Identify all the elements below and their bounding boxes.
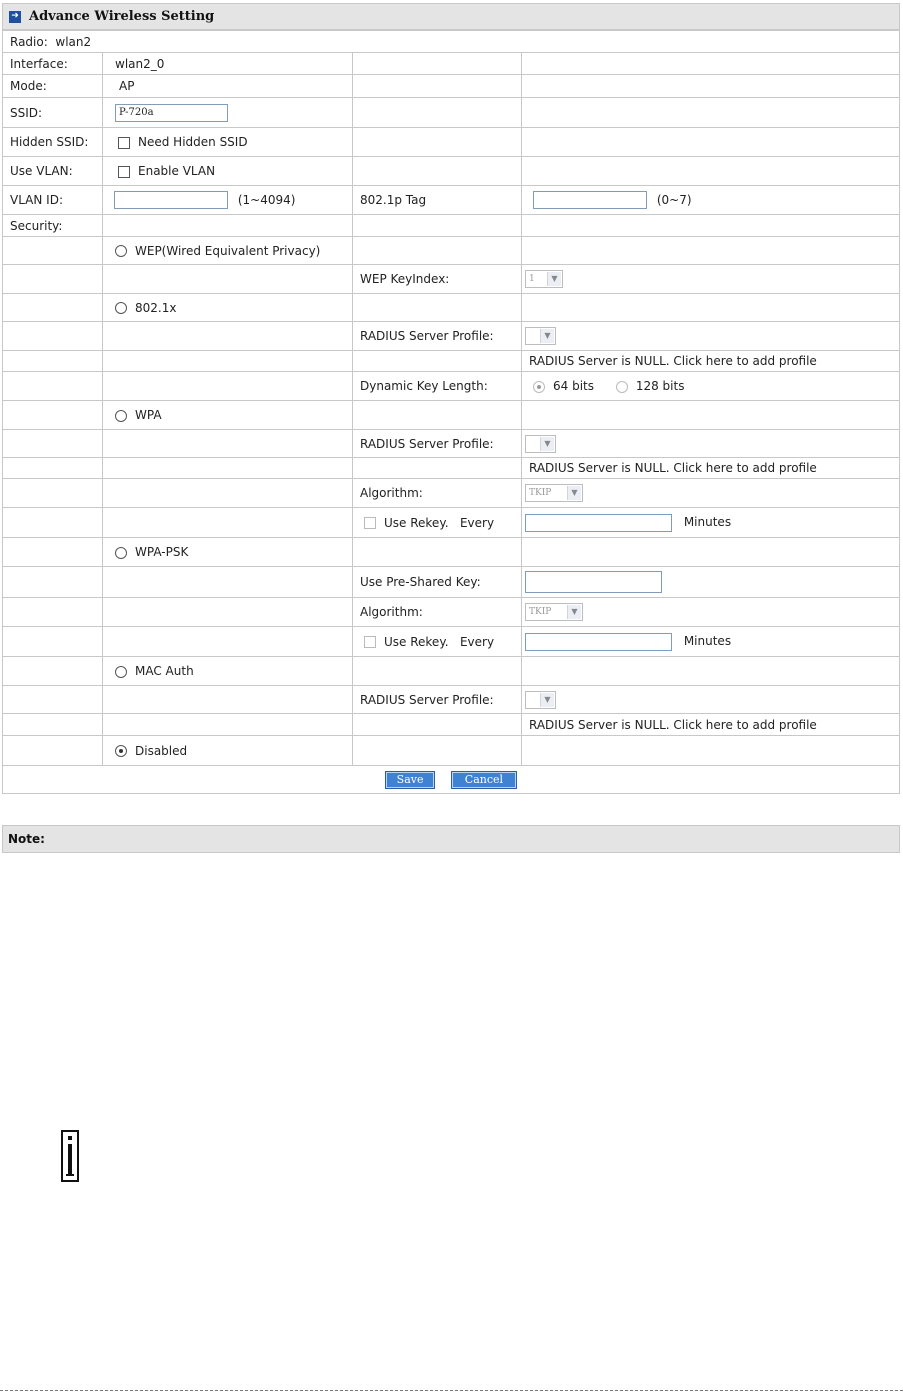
page-title: Advance Wireless Setting	[29, 9, 215, 24]
wpapsk-radio[interactable]	[115, 547, 127, 559]
vlan-id-range: (1~4094)	[237, 192, 296, 207]
row-wpa-algorithm	[3, 479, 900, 508]
row-wpa	[3, 401, 900, 430]
row-radio	[3, 31, 900, 53]
row-wpapsk-algorithm	[3, 598, 900, 627]
row-disabled	[3, 736, 900, 766]
mode-value: AP	[103, 75, 353, 98]
wpapsk-algorithm-label: Algorithm:	[353, 598, 522, 627]
wpa-radius-select[interactable]	[525, 435, 556, 453]
row-interface	[3, 53, 900, 75]
wpa-rekey-label: Use Rekey. Every	[384, 515, 495, 530]
dot1x-label: 802.1x	[135, 300, 177, 315]
wpa-radio[interactable]	[115, 410, 127, 422]
row-wpa-radius-null	[3, 458, 900, 479]
enable-vlan-checkbox[interactable]	[118, 166, 130, 178]
vlan-id-label: VLAN ID:	[3, 186, 103, 215]
vlan-id-input[interactable]	[114, 191, 228, 209]
row-buttons	[3, 766, 900, 794]
wpa-algorithm-select[interactable]: TKIP ▼	[525, 484, 583, 502]
wpapsk-minutes-label: Minutes	[683, 634, 732, 648]
psk-input[interactable]	[525, 571, 662, 593]
wep-label: WEP(Wired Equivalent Privacy)	[135, 243, 321, 258]
info-icon	[61, 1130, 79, 1182]
row-8021x-radius	[3, 322, 900, 351]
chevron-down-icon: ▼	[540, 437, 554, 451]
row-8021x	[3, 294, 900, 322]
macauth-radius-label: RADIUS Server Profile:	[353, 686, 522, 714]
dot1p-tag-label: 802.1p Tag	[353, 186, 522, 215]
row-macauth-radius-null	[3, 714, 900, 736]
hidden-ssid-label: Hidden SSID:	[3, 128, 103, 157]
wpa-rekey-input[interactable]	[525, 514, 672, 532]
row-mode	[3, 75, 900, 98]
key-128-label: 128 bits	[635, 379, 685, 393]
wpa-label: WPA	[135, 408, 162, 422]
row-wpapsk-key	[3, 567, 900, 598]
interface-value: wlan2_0	[103, 53, 353, 75]
row-use-vlan	[3, 157, 900, 186]
dynamic-key-label: Dynamic Key Length:	[353, 372, 522, 401]
wpapsk-label: WPA-PSK	[135, 545, 189, 559]
panel-header	[2, 3, 900, 30]
wpapsk-rekey-checkbox[interactable]	[364, 636, 376, 648]
enable-vlan-option: Enable VLAN	[138, 164, 216, 178]
row-macauth-radius	[3, 686, 900, 714]
wpa-algorithm-label: Algorithm:	[353, 479, 522, 508]
wpapsk-algorithm-select[interactable]: TKIP ▼	[525, 603, 583, 621]
disabled-radio[interactable]	[115, 745, 127, 757]
security-label: Security:	[3, 215, 103, 237]
row-wpa-rekey	[3, 508, 900, 538]
row-wpa-radius	[3, 430, 900, 458]
ssid-label: SSID:	[3, 98, 103, 128]
row-wpapsk-rekey	[3, 627, 900, 657]
row-security	[3, 215, 900, 237]
chevron-down-icon: ▼	[547, 272, 561, 286]
hidden-ssid-option: Need Hidden SSID	[138, 135, 248, 149]
macauth-radius-select[interactable]	[525, 691, 556, 709]
dot1x-radius-null-link[interactable]: RADIUS Server is NULL. Click here to add profile	[522, 351, 900, 372]
dot1x-radius-label: RADIUS Server Profile:	[353, 322, 522, 351]
key-64-label: 64 bits	[553, 379, 594, 393]
dot1x-radio[interactable]	[115, 302, 127, 314]
wpapsk-rekey-input[interactable]	[525, 633, 672, 651]
arrow-right-icon: ➜	[9, 11, 21, 23]
row-macauth	[3, 657, 900, 686]
settings-table	[2, 30, 900, 794]
save-button[interactable]: Save	[385, 771, 435, 789]
row-wpapsk	[3, 538, 900, 567]
macauth-label: MAC Auth	[135, 664, 194, 678]
cancel-button[interactable]: Cancel	[451, 771, 517, 789]
row-8021x-dynkey	[3, 372, 900, 401]
wpapsk-rekey-label: Use Rekey. Every	[384, 634, 495, 649]
macauth-radius-null-link[interactable]: RADIUS Server is NULL. Click here to add profile	[522, 714, 900, 736]
mode-label: Mode:	[3, 75, 103, 98]
dot1p-tag-input[interactable]	[533, 191, 647, 209]
use-vlan-label: Use VLAN:	[3, 157, 103, 186]
wpa-minutes-label: Minutes	[683, 515, 732, 529]
wpa-radius-label: RADIUS Server Profile:	[353, 430, 522, 458]
wpa-rekey-checkbox[interactable]	[364, 517, 376, 529]
dot1p-tag-range: (0~7)	[656, 192, 692, 207]
advance-wireless-panel	[2, 3, 900, 794]
disabled-label: Disabled	[135, 743, 188, 758]
note-header: Note:	[2, 825, 900, 853]
dot1x-radius-select[interactable]	[525, 327, 556, 345]
row-8021x-radius-null	[3, 351, 900, 372]
ssid-input[interactable]: P-720a	[115, 104, 228, 122]
hidden-ssid-checkbox[interactable]	[118, 137, 130, 149]
wpa-radius-null-link[interactable]: RADIUS Server is NULL. Click here to add profile	[522, 458, 900, 479]
wep-keyindex-label: WEP KeyIndex:	[353, 265, 522, 294]
key-64-radio[interactable]	[533, 381, 545, 393]
wep-keyindex-select[interactable]: 1 ▼	[525, 270, 563, 288]
radio-label: Radio:	[10, 34, 48, 49]
chevron-down-icon: ▼	[540, 693, 554, 707]
chevron-down-icon: ▼	[540, 329, 554, 343]
macauth-radio[interactable]	[115, 666, 127, 678]
radio-value: wlan2	[55, 34, 92, 49]
interface-label: Interface:	[3, 53, 103, 75]
page-divider	[0, 1390, 903, 1391]
row-hidden-ssid	[3, 128, 900, 157]
chevron-down-icon: ▼	[567, 486, 581, 500]
chevron-down-icon: ▼	[567, 605, 581, 619]
row-wep	[3, 237, 900, 265]
wep-radio[interactable]	[115, 245, 127, 257]
row-wep-keyindex	[3, 265, 900, 294]
row-ssid	[3, 98, 900, 128]
psk-label: Use Pre-Shared Key:	[353, 567, 522, 598]
row-vlan-id	[3, 186, 900, 215]
key-128-radio[interactable]	[616, 381, 628, 393]
